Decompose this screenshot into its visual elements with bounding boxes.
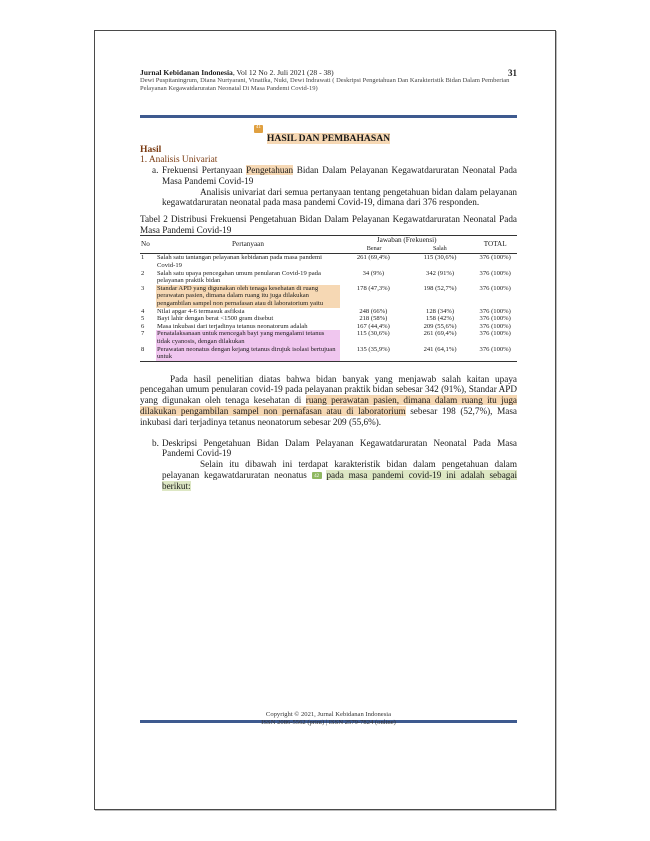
col-salah: Salah (432, 244, 447, 252)
table-caption: Tabel 2 Distribusi Frekuensi Pengetahuan Bidan Dalam Pelayanan Kegawatdaruratan Neonatal Pada Masa Pandemi Covid-19 (140, 214, 517, 235)
article-authors: Dewi Puspitaningrum, Diana Nurtyarani, Vinatika, Nuki, Dewi Indrawati ( Deskripsi Pengetahuan Dan Karakteristik Bidan Dalam Pemberian Pelayanan Kegawatdaruratan Neonatal Di Masa Pandemi Covid-19) (140, 77, 510, 92)
section-title (140, 133, 517, 144)
cell-salah: 198 (52,7%) (423, 284, 457, 292)
col-total: TOTAL (483, 239, 507, 248)
cell-benar: 218 (58%) (359, 315, 388, 323)
col-question: Pertanyaan (232, 239, 264, 248)
item-a-title-pre: Frekuensi Pertanyaan (162, 165, 243, 175)
item-b-title: Deskripsi Pengetahuan Bidan Dalam Pelayanan Kegawatdaruratan Neonatal Pada Masa Pandemi Covid-19 (162, 437, 517, 459)
table-row (140, 308, 517, 316)
item-a (140, 165, 517, 187)
cell-no: 4 (141, 307, 145, 315)
cell-benar: 115 (30,6%) (356, 330, 390, 338)
item-b (140, 438, 517, 460)
cell-question: Salah satu tantangan pelayanan kebidanan pada masa pandemi Covid-19 (157, 254, 322, 269)
cell-no: 2 (141, 269, 145, 277)
cell-total: 376 (100%) (479, 322, 511, 330)
item-a-paragraph: Analisis univariat dari semua pertanyaan tentang pengetahuan bidan dalam pelayanan kegawatdaruratan neonatal pada masa pandemi Covid-19, dimana dari 376 responden. (162, 186, 517, 208)
col-benar: Benar (366, 244, 382, 252)
item-b-marker: b. (152, 437, 159, 448)
cell-question-highlighted: Standar APD yang digunakan oleh tenaga kesehatan di ruang perawatan pasien, dimana dalam ruang itu juga dilakukan pengambilan sampel non pernafasan atau di laboratorium yaitu (156, 285, 340, 308)
cell-total: 376 (100%) (479, 315, 511, 323)
cell-benar: 34 (9%) (362, 269, 385, 277)
cell-total: 376 (100%) (479, 254, 511, 262)
cell-no: 6 (141, 322, 145, 330)
cell-question: Bayi lahir dengan berat <1500 gram disebut (157, 315, 274, 323)
cell-question: Masa inkubasi dari terjadinya tetanus neonatorum adalah (157, 322, 308, 330)
discussion-paragraph (140, 374, 517, 428)
cell-total: 376 (100%) (479, 284, 511, 292)
footer-copyright: Copyright © 2021, Jurnal Kebidanan Indonesia (265, 711, 392, 718)
section-title-text: HASIL DAN PEMBAHASAN (266, 133, 391, 144)
cell-no: 5 (141, 315, 145, 323)
journal-volume: , Vol 12 No 2. Juli 2021 (28 - 38) (232, 68, 334, 77)
cell-benar: 178 (47,3%) (356, 284, 390, 292)
col-no: No (141, 239, 150, 248)
discussion-highlight: ruang perawatan pasien, dimana dalam ruang itu juga dilakukan pengambilan sampel non pernafasan atau di laboratorium (140, 395, 518, 417)
item-a-title-highlight: Pengetahuan (246, 165, 294, 175)
item-a-title-post: Bidan Dalam Pelayanan Kegawatdaruratan Neonatal Pada Masa Pandemi Covid-19 (162, 165, 518, 186)
discussion-text-b: sebesar 198 (52,7%), Masa inkubasi dari terjadinya tetanus neonatorum sebesar 209 (55,6%). (140, 406, 517, 427)
item-b-highlight: pada masa pandemi covid-19 ini adalah sebagai berikut: (162, 470, 518, 491)
running-header (140, 69, 517, 92)
cell-no: 8 (141, 345, 145, 353)
cell-benar: 248 (66%) (359, 307, 388, 315)
cell-salah: 158 (42%) (426, 315, 455, 323)
cell-benar: 135 (35,9%) (356, 345, 390, 353)
cell-salah: 128 (34%) (426, 307, 455, 315)
table-row (140, 254, 517, 270)
cell-benar: 167 (44,4%) (356, 322, 390, 330)
header-rule (140, 115, 517, 118)
journal-name: Jurnal Kebidanan Indonesia (140, 68, 233, 77)
frequency-table (140, 235, 517, 362)
cell-salah: 241 (64,1%) (423, 345, 457, 353)
table-row (140, 270, 517, 285)
col-answer (340, 236, 473, 254)
table-row (140, 323, 517, 331)
subheading-hasil: Hasil (140, 144, 162, 155)
annotation-marker-green[interactable]: 42 (312, 472, 322, 479)
annotation-marker[interactable]: 41 (254, 125, 263, 133)
cell-no: 7 (141, 330, 145, 338)
table-row (140, 330, 517, 345)
cell-benar: 261 (69,4%) (356, 254, 390, 262)
table-row (140, 346, 517, 362)
cell-total: 376 (100%) (479, 269, 511, 277)
item-b-text: Selain itu dibawah ini terdapat karakteristik bidan dalam pengetahuan dalam pelayanan kegawatdaruratan neonatus (162, 459, 517, 481)
cell-question: Nilai apgar 4-6 termasuk asfiksia (157, 307, 245, 315)
col-answer-label: Jawaban (Frekuensi) (376, 236, 437, 245)
cell-total: 376 (100%) (479, 307, 511, 315)
table-row (140, 285, 517, 308)
table-row (140, 315, 517, 323)
cell-question-highlighted: Perawatan neonatus dengan kejang tetanus dirujuk isolasi bertujuan untuk (156, 346, 340, 362)
cell-salah: 342 (91%) (426, 269, 455, 277)
cell-total: 376 (100%) (479, 330, 511, 338)
item-a-marker: a. (152, 165, 159, 175)
document-page (94, 30, 556, 810)
subheading-analisis: 1. Analisis Univariat (140, 155, 218, 165)
cell-question: Salah satu upaya pencegahan umum penularan Covid-19 pada pelayanan praktik bidan (157, 269, 321, 285)
page-number: 31 (508, 68, 517, 78)
page-footer (140, 711, 517, 727)
page-content (140, 68, 518, 491)
item-b-paragraph (140, 459, 517, 491)
cell-question-highlighted: Penatalaksanaan untuk mencegah bayi yang mengalami tetanus tidak cyanosis, dengan dilakukan (156, 330, 340, 345)
cell-total: 376 (100%) (479, 345, 511, 353)
cell-salah: 209 (55,6%) (423, 322, 457, 330)
cell-no: 1 (141, 254, 145, 262)
discussion-text-a: Pada hasil penelitian diatas bahwa bidan banyak yang menjawab salah kaitan upaya pencegahan umum penularan covid-19 pada pelayanan praktik bidan sebesar 342 (91%), Standar APD yang digunakan oleh tenaga kesehatan di (140, 373, 517, 406)
cell-no: 3 (141, 284, 145, 292)
cell-salah: 261 (69,4%) (423, 330, 457, 338)
footer-issn: ISSN 2086-5562 (print) | ISSN 2579-7824 (online) (261, 719, 396, 726)
cell-salah: 115 (30,6%) (423, 254, 457, 262)
